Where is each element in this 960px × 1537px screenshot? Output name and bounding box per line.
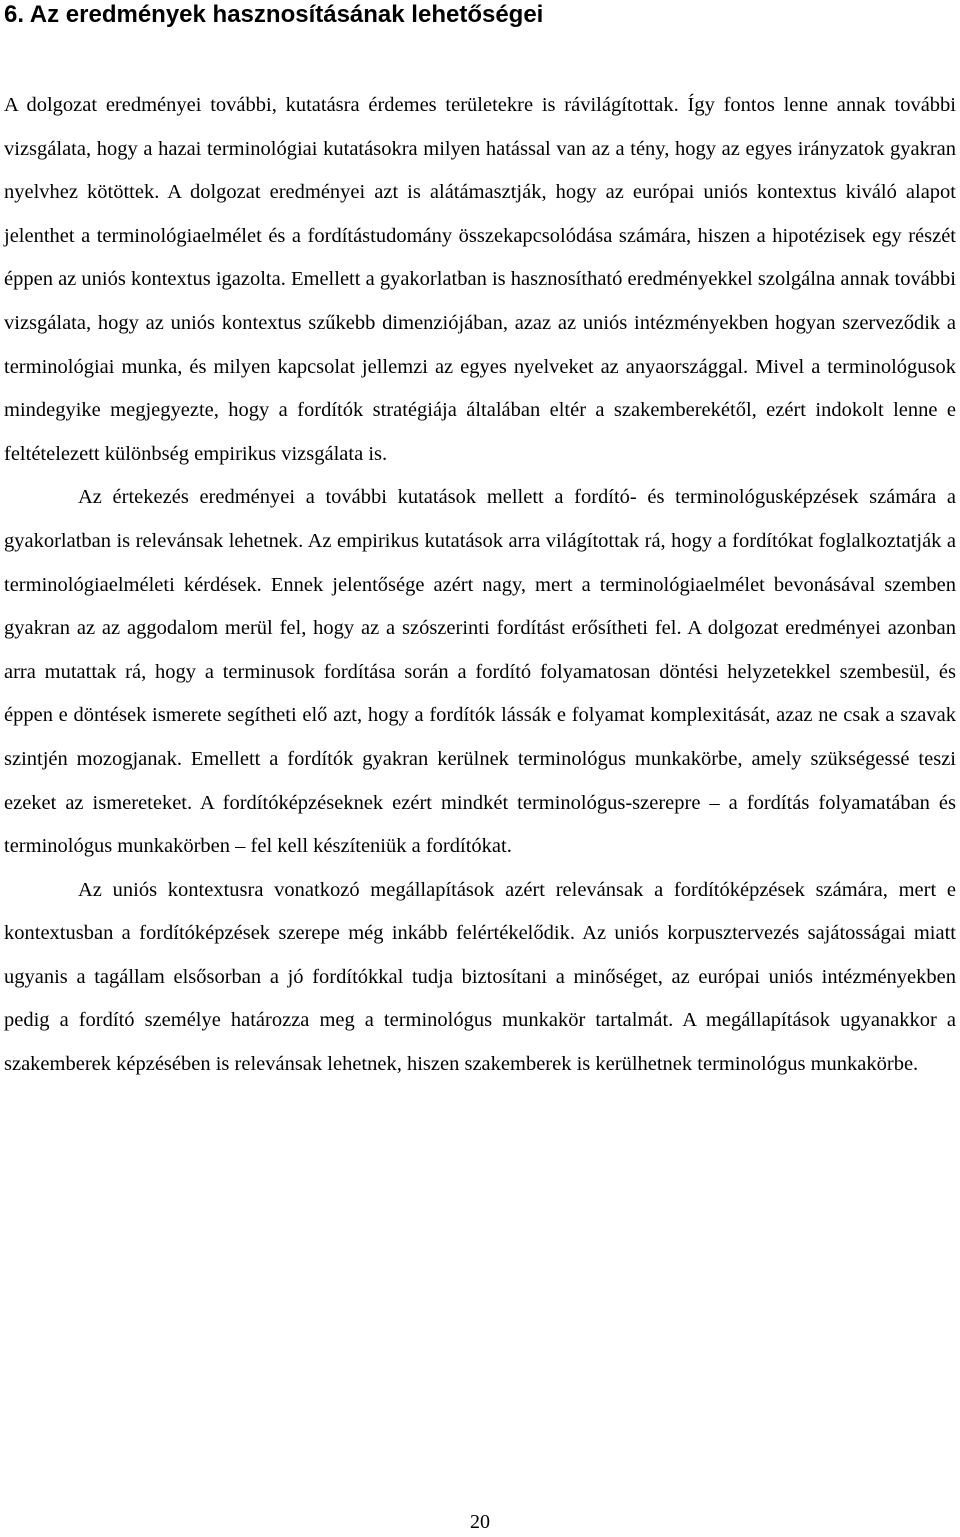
body-text xyxy=(4,84,956,1087)
paragraph-2: Az értekezés eredményei a további kutatások mellett a fordító- és terminológusképzések számára a gyakorlatban is relevánsak lehetnek. Az empirikus kutatások arra világítottak rá, hogy a fordítókat foglalkoztatják a terminológiaelméleti kérdések. Ennek jelentősége azért nagy, mert a terminológiaelmélet bevonásával szemben gyakran az az aggodalom merül fel, hogy az a szószerinti fordítást erősítheti fel. A dolgozat eredményei azonban arra mutattak rá, hogy a terminusok fordítása során a fordító folyamatosan döntési helyzetekkel szembesül, és éppen e döntések ismerete segítheti elő azt, hogy a fordítók lássák e folyamat komplexitását, azaz ne csak a szavak szintjén mozogjanak. Emellett a fordítók gyakran kerülnek terminológus munkakörbe, amely szükségessé teszi ezeket az ismereteket. A fordítóképzéseknek ezért mindkét terminológus-szerepre – a fordítás folyamatában és terminológus munkakörben – fel kell készíteniük a fordítókat. xyxy=(4,486,956,858)
paragraph-3: Az uniós kontextusra vonatkozó megállapítások azért relevánsak a fordítóképzések számára, mert e kontextusban a fordítóképzések szerepe még inkább felértékelődik. Az uniós korpusztervezés sajátosságai miatt ugyanis a tagállam elsősorban a jó fordítókkal tudja biztosítani a minőséget, az európai uniós intézményekben pedig a fordító személye határozza meg a terminológus munkakör tartalmát. A megállapítások ugyanakkor a szakemberek képzésében is relevánsak lehetnek, hiszen szakemberek is kerülhetnek terminológus munkakörbe. xyxy=(4,878,956,1076)
section-heading: 6. Az eredmények hasznosításának lehetőségei xyxy=(4,1,544,28)
page-number: 20 xyxy=(470,1511,490,1533)
paragraph-1: A dolgozat eredményei további, kutatásra érdemes területekre is rávilágítottak. Így fontos lenne annak további vizsgálata, hogy a hazai terminológiai kutatásokra milyen hatással van az a tény, hogy az egyes irányzatok gyakran nyelvhez kötöttek. A dolgozat eredményei azt is alátámasztják, hogy az európai uniós kontextus kiváló alapot jelenthet a terminológiaelmélet és a fordítástudomány összekapcsolódása számára, hiszen a hipotézisek egy részét éppen az uniós kontextus igazolta. Emellett a gyakorlatban is hasznosítható eredményekkel szolgálna annak további vizsgálata, hogy az uniós kontextus szűkebb dimenziójában, azaz az uniós intézményekben hogyan szerveződik a terminológiai munka, és milyen kapcsolat jellemzi az egyes nyelveket az anyaországgal. Mivel a terminológusok mindegyike megjegyezte, hogy a fordítók stratégiája általában eltér a szakemberekétől, ezért indokolt lenne e feltételezett különbség empirikus vizsgálata is. xyxy=(4,94,956,465)
